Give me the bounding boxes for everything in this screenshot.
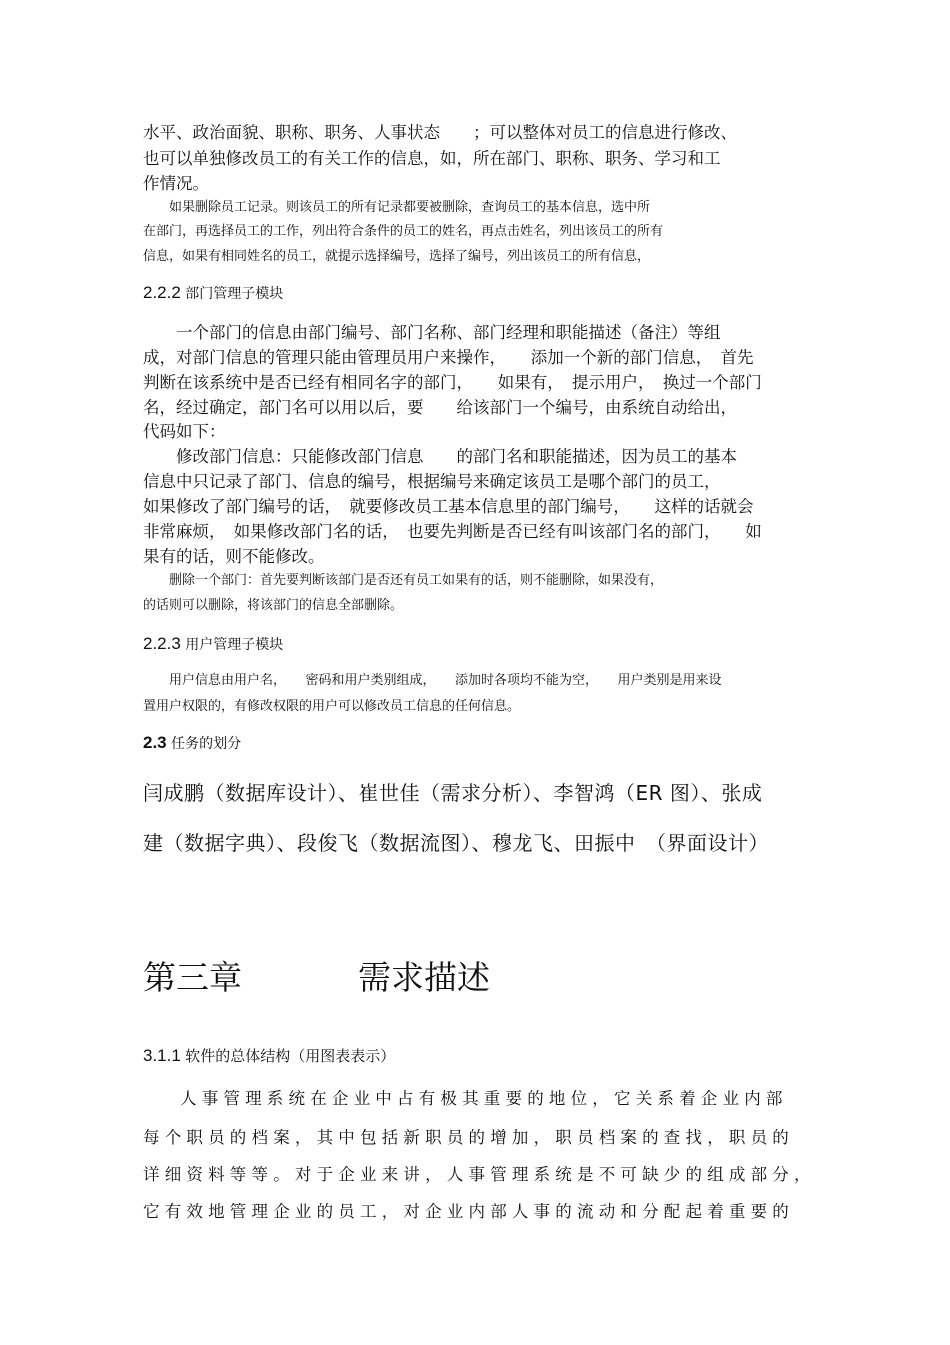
paragraph-line: 也可以单独修改员工的有关工作的信息，如，所在部门、职称、职务、学习和工 (143, 149, 721, 168)
paragraph-line: 如果删除员工记录。则该员工的所有记录都要被删除，查询员工的基本信息，选中所 (143, 200, 651, 215)
paragraph-line: 信息中只记录了部门、信息的编号，根据编号来确定该员工是哪个部门的员工， (143, 472, 721, 491)
paragraph-line: 非常麻烦， 如果修改部门名的话， 也要先判断是否已经有叫该部门名的部门， 如 (143, 522, 762, 541)
paragraph-line: 水平、政治面貌、职称、职务、人事状态 ；可以整体对员工的信息进行修改、 (143, 123, 737, 142)
paragraph-line: 修改部门信息：只能修改部门信息 的部门名和职能描述，因为员工的基本 (143, 447, 737, 466)
paragraph-line: 代码如下： (143, 422, 226, 441)
paragraph-line: 它有效地管理企业的员工，对企业内部人事的流动和分配起着重要的 (143, 1202, 794, 1221)
paragraph-line: 详细资料等等。对于企业来讲，人事管理系统是不可缺少的组成部分， (143, 1165, 816, 1184)
paragraph-line: 果有的话，则不能修改。 (143, 547, 325, 566)
paragraph-line: 置用户权限的，有修改权限的用户可以修改员工信息的任何信息。 (143, 699, 521, 714)
paragraph-line: 如果修改了部门编号的话， 就要修改员工基本信息里的部门编号， 这样的话就会 (143, 497, 754, 516)
chapter-label: 第三章 (143, 958, 242, 997)
paragraph-line: 名，经过确定，部门名可以用以后，要 给该部门一个编号，由系统自动给出， (143, 398, 737, 417)
section-heading-2-2-2: 2.2.2 部门管理子模块 (143, 283, 284, 302)
paragraph-line: 在部门，再选择员工的工作，列出符合条件的员工的姓名，再点击姓名，列出该员工的所有 (143, 224, 664, 239)
paragraph-line: 作情况。 (143, 174, 209, 193)
paragraph-line: 删除一个部门：首先要判断该部门是否还有员工如果有的话，则不能删除，如果没有， (143, 573, 664, 588)
paragraph-line: 成，对部门信息的管理只能由管理员用户来操作， 添加一个新的部门信息， 首先 (143, 348, 754, 367)
paragraph-line: 一个部门的信息由部门编号、部门名称、部门经理和职能描述（备注）等组 (143, 323, 721, 342)
paragraph-line: 建（数据字典）、段俊飞（数据流图）、穆龙飞、田振中 （界面设计） (143, 831, 769, 855)
paragraph-line: 闫成鹏（数据库设计）、崔世佳（需求分析）、李智鸿（ER 图）、张成 (143, 781, 763, 805)
section-heading-3-1-1: 3.1.1 软件的总体结构（用图表表示） (143, 1046, 396, 1065)
paragraph-line: 人事管理系统在企业中占有极其重要的地位，它关系着企业内部 (180, 1089, 788, 1108)
paragraph-line: 信息，如果有相同姓名的员工，就提示选择编号，选择了编号，列出该员工的所有信息， (143, 249, 651, 264)
paragraph-line: 用户信息由用户名， 密码和用户类别组成， 添加时各项均不能为空， 用户类别是用来设 (143, 673, 722, 688)
chapter-title: 需求描述 (358, 958, 490, 997)
section-heading-2-2-3: 2.2.3 用户管理子模块 (143, 634, 284, 653)
paragraph-line: 的话则可以删除，将该部门的信息全部删除。 (143, 598, 404, 613)
section-heading-2-3: 2.3 任务的划分 (143, 733, 242, 752)
chapter-heading (143, 952, 490, 999)
paragraph-line: 判断在该系统中是否已经有相同名字的部门， 如果有， 提示用户， 换过一个部门 (143, 373, 762, 392)
paragraph-line: 每个职员的档案，其中包括新职员的增加，职员档案的查找，职员的 (143, 1128, 794, 1147)
